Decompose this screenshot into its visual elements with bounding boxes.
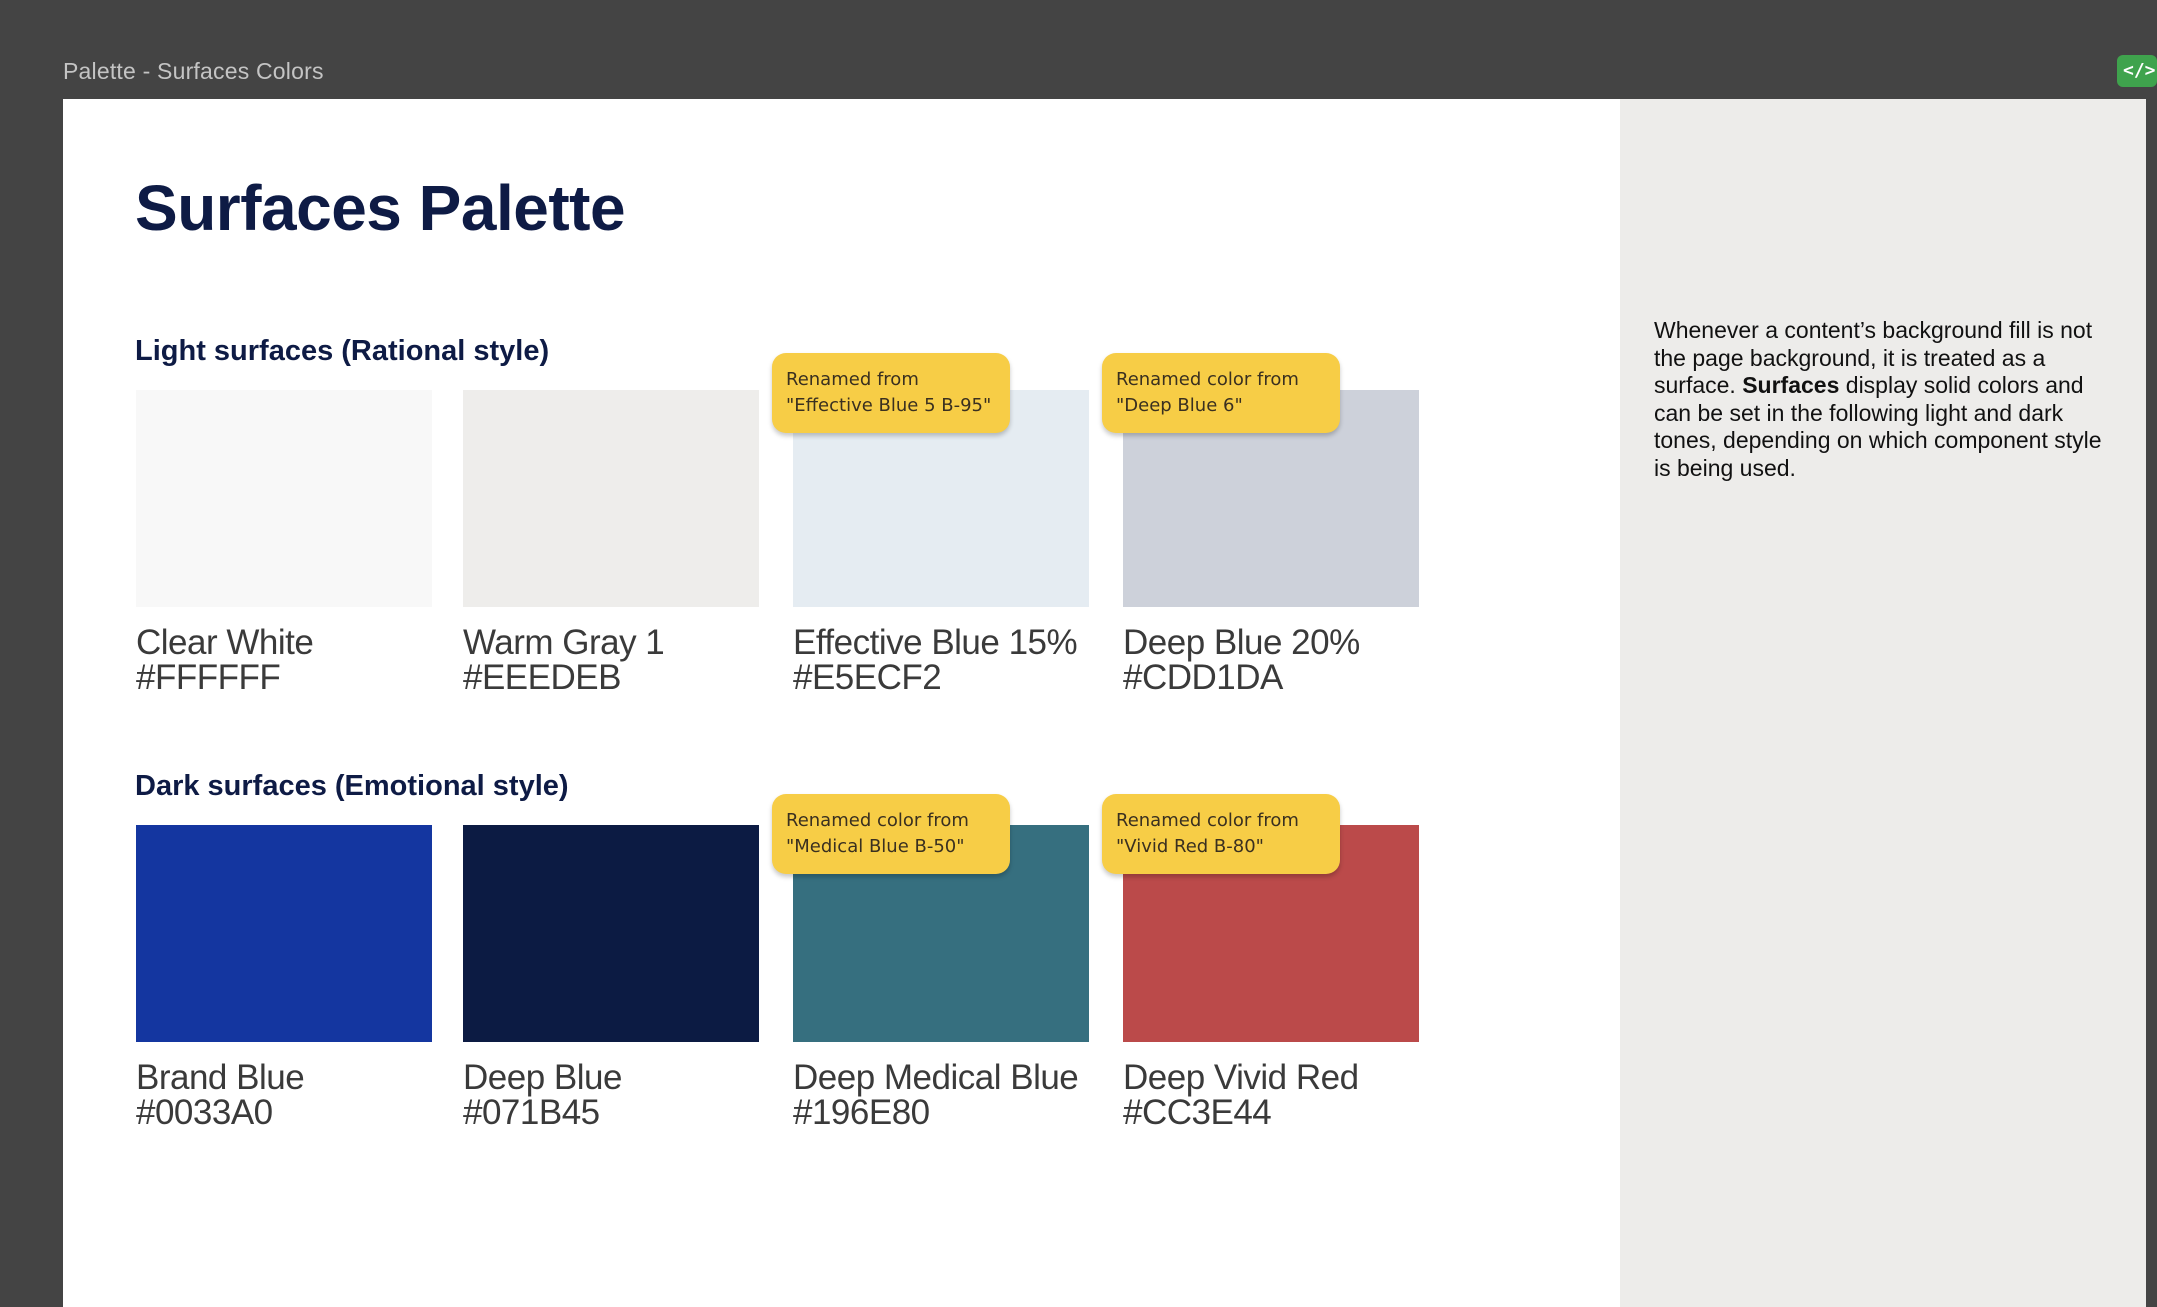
window-title: Palette - Surfaces Colors bbox=[63, 58, 324, 84]
rename-note bbox=[1102, 794, 1340, 874]
note-line: Renamed from bbox=[786, 369, 919, 390]
light-section-title: Light surfaces (Rational style) bbox=[135, 335, 550, 367]
rename-note bbox=[1102, 353, 1340, 433]
color-swatch bbox=[463, 390, 759, 607]
color-swatch bbox=[463, 825, 759, 1042]
description-keyword: Surfaces bbox=[1742, 372, 1840, 398]
swatch-card-effective-blue-15 bbox=[793, 390, 1089, 695]
swatch-hex: #EEEDEB bbox=[463, 658, 621, 697]
code-view-icon[interactable]: </> bbox=[2117, 55, 2157, 87]
swatch-name: Deep Blue 20% bbox=[1123, 623, 1360, 662]
color-swatch bbox=[136, 825, 432, 1042]
swatch-card-brand-blue bbox=[136, 825, 432, 1130]
palette-frame bbox=[63, 99, 2146, 1307]
swatch-card-deep-blue bbox=[463, 825, 759, 1130]
note-line: Renamed color from bbox=[1116, 810, 1299, 831]
swatch-name: Brand Blue bbox=[136, 1058, 305, 1097]
page-title: Surfaces Palette bbox=[135, 172, 626, 244]
note-line: "Deep Blue 6" bbox=[1116, 395, 1243, 416]
note-line: Renamed color from bbox=[786, 810, 969, 831]
swatch-name: Effective Blue 15% bbox=[793, 623, 1078, 662]
description-text bbox=[1654, 317, 2110, 482]
swatch-hex: #FFFFFF bbox=[136, 658, 281, 697]
swatch-name: Deep Blue bbox=[463, 1058, 622, 1097]
description-text-part: Whenever a content’s background fill is not the page background, it is treated as a surface. bbox=[1654, 317, 2093, 398]
swatch-hex: #196E80 bbox=[793, 1093, 930, 1132]
swatch-hex: #0033A0 bbox=[136, 1093, 273, 1132]
description-text-part: display solid colors and can be set in the following light and dark tones, depending on which component style is being used. bbox=[1654, 372, 2102, 481]
description-panel bbox=[1620, 99, 2146, 1307]
note-line: "Vivid Red B-80" bbox=[1116, 836, 1264, 857]
swatch-name: Clear White bbox=[136, 623, 314, 662]
swatch-hex: #CDD1DA bbox=[1123, 658, 1283, 697]
swatch-card-clear-white bbox=[136, 390, 432, 695]
note-line: Renamed color from bbox=[1116, 369, 1299, 390]
swatch-name: Warm Gray 1 bbox=[463, 623, 665, 662]
swatch-name: Deep Medical Blue bbox=[793, 1058, 1079, 1097]
note-line: "Effective Blue 5 B-95" bbox=[786, 395, 992, 416]
swatch-hex: #071B45 bbox=[463, 1093, 600, 1132]
swatch-card-deep-blue-20 bbox=[1123, 390, 1419, 695]
swatch-hex: #CC3E44 bbox=[1123, 1093, 1272, 1132]
rename-note bbox=[772, 353, 1010, 433]
dark-section-title: Dark surfaces (Emotional style) bbox=[135, 770, 569, 802]
swatch-name: Deep Vivid Red bbox=[1123, 1058, 1359, 1097]
swatch-hex: #E5ECF2 bbox=[793, 658, 942, 697]
color-swatch bbox=[136, 390, 432, 607]
rename-note bbox=[772, 794, 1010, 874]
swatch-card-warm-gray-1 bbox=[463, 390, 759, 695]
note-line: "Medical Blue B-50" bbox=[786, 836, 965, 857]
